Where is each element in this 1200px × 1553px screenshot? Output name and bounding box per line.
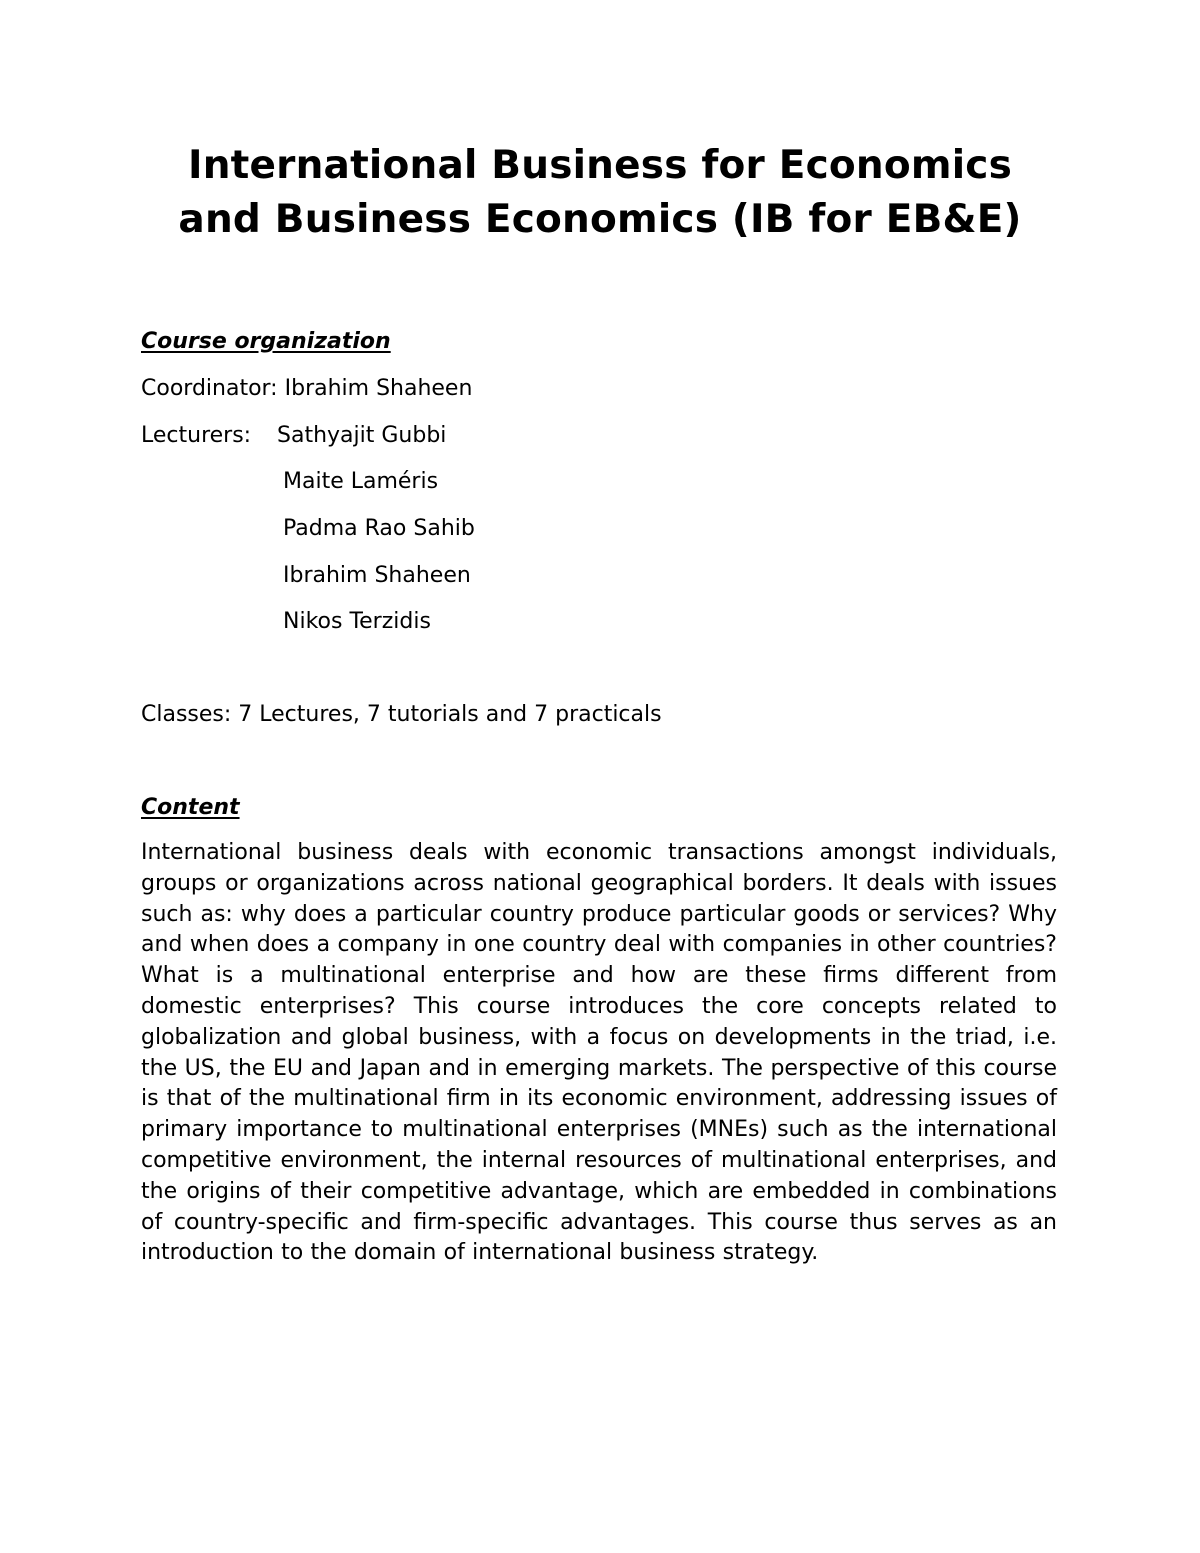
lecturer-name: Ibrahim Shaheen [283,563,471,588]
lecturer-name: Nikos Terzidis [283,609,431,634]
course-organization-heading: Course organization [141,329,391,354]
document-title-line-1: International Business for Economics [187,143,1013,188]
lecturer-name: Maite Laméris [283,469,439,494]
coordinator-line [141,375,472,403]
content-paragraph: International business deals with economic transactions amongst individuals, groups or organizations across national geographical borders. It deals with issues such as: why does a particular country produce particular goods or services? Why and when does a company in one country deal with companies in other countries? What is a multinational enterprise and how are these firms different from domestic enterprises? This course introduces the core concepts related to globalization and global business, with a focus on developments in the triad, i.e. the US, the EU and Japan and in emerging markets. The perspective of this course is that of the multinational firm in its economic environment, addressing issues of primary importance to multinational enterprises (MNEs) such as the international competitive environment, the internal resources of multinational enterprises, and the origins of their competitive advantage, which are embedded in combinations of country-specific and firm-specific advantages. This course thus serves as an introduction to the domain of international business strategy. [141,840,1057,1266]
content-heading: Content [141,795,240,820]
classes-line: Classes: 7 Lectures, 7 tutorials and 7 practicals [141,702,662,727]
document-title-line-2: and Business Economics (IB for EB&E) [178,197,1022,242]
lecturer-name: Sathyajit Gubbi [277,423,447,448]
coordinator-name: Ibrahim Shaheen [284,376,473,401]
lecturers-line [141,422,446,450]
lecturer-name: Padma Rao Sahib [283,516,475,541]
lecturers-label: Lecturers: [141,423,252,448]
coordinator-label: Coordinator: [141,376,278,401]
